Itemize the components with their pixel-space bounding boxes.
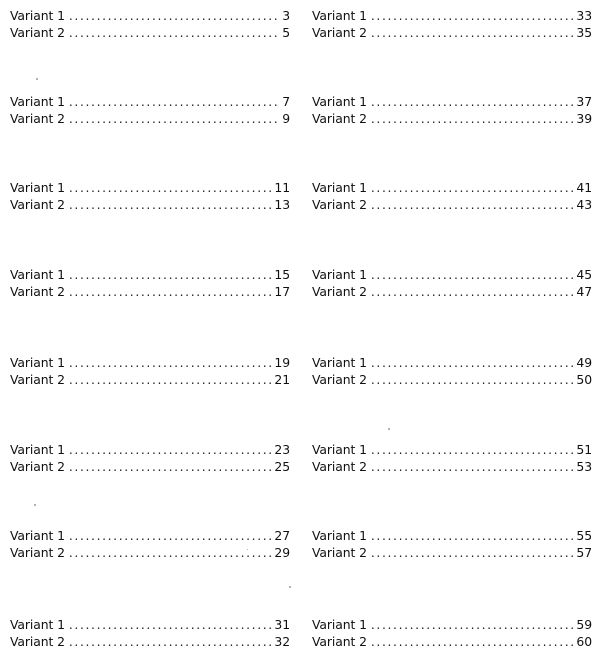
toc-entry[interactable]	[312, 7, 592, 25]
toc-entry[interactable]	[10, 110, 290, 128]
entry-page-number: 21	[274, 372, 290, 387]
dot-leader	[371, 527, 575, 545]
dot-leader	[69, 283, 273, 301]
entry-label: Variant 1	[312, 94, 367, 109]
toc-entry[interactable]	[312, 371, 592, 389]
entry-label: Variant 1	[10, 617, 65, 632]
entry-label: Variant 2	[10, 284, 65, 299]
entry-page-number: 53	[576, 459, 592, 474]
toc-entry[interactable]	[10, 7, 290, 25]
toc-entry[interactable]	[10, 354, 290, 372]
dot-leader	[69, 196, 273, 214]
scan-speck	[289, 586, 291, 588]
entry-label: Variant 1	[312, 267, 367, 282]
toc-entry[interactable]	[10, 179, 290, 197]
entry-page-number: 51	[576, 442, 592, 457]
scan-speck	[247, 549, 248, 550]
scan-speck	[36, 78, 38, 80]
entry-page-number: 25	[274, 459, 290, 474]
entry-label: Variant 1	[10, 442, 65, 457]
entry-page-number: 41	[576, 180, 592, 195]
dot-leader	[371, 371, 575, 389]
dot-leader	[69, 7, 280, 25]
toc-entry[interactable]	[312, 196, 592, 214]
entry-page-number: 32	[274, 634, 290, 649]
entry-page-number: 59	[576, 617, 592, 632]
toc-entry[interactable]	[312, 633, 592, 651]
dot-leader	[69, 179, 273, 197]
entry-label: Variant 1	[312, 442, 367, 457]
entry-label: Variant 1	[10, 94, 65, 109]
dot-leader	[371, 283, 575, 301]
entry-page-number: 49	[576, 355, 592, 370]
toc-entry[interactable]	[10, 616, 290, 634]
dot-leader	[69, 616, 273, 634]
toc-entry[interactable]	[312, 93, 592, 111]
entry-label: Variant 2	[10, 197, 65, 212]
toc-entry[interactable]	[10, 441, 290, 459]
entry-page-number: 9	[282, 111, 290, 126]
entry-label: Variant 1	[312, 8, 367, 23]
dot-leader	[69, 527, 273, 545]
dot-leader	[371, 196, 575, 214]
entry-label: Variant 2	[312, 284, 367, 299]
entry-page-number: 55	[576, 528, 592, 543]
entry-page-number: 39	[576, 111, 592, 126]
entry-page-number: 43	[576, 197, 592, 212]
dot-leader	[69, 371, 273, 389]
entry-label: Variant 2	[10, 111, 65, 126]
entry-page-number: 35	[576, 25, 592, 40]
toc-entry[interactable]	[10, 196, 290, 214]
entry-label: Variant 1	[312, 180, 367, 195]
entry-page-number: 5	[282, 25, 290, 40]
toc-entry[interactable]	[312, 616, 592, 634]
entry-label: Variant 1	[10, 8, 65, 23]
entry-label: Variant 1	[10, 180, 65, 195]
entry-page-number: 60	[576, 634, 592, 649]
toc-entry[interactable]	[312, 179, 592, 197]
entry-page-number: 31	[274, 617, 290, 632]
scan-speck	[388, 428, 390, 430]
entry-label: Variant 2	[10, 25, 65, 40]
toc-entry[interactable]	[312, 110, 592, 128]
dot-leader	[69, 441, 273, 459]
entry-label: Variant 2	[312, 372, 367, 387]
toc-entry[interactable]	[10, 283, 290, 301]
dot-leader	[371, 110, 575, 128]
entry-label: Variant 1	[10, 528, 65, 543]
entry-label: Variant 2	[312, 459, 367, 474]
entry-label: Variant 1	[10, 267, 65, 282]
entry-page-number: 23	[274, 442, 290, 457]
toc-entry[interactable]	[10, 266, 290, 284]
entry-page-number: 50	[576, 372, 592, 387]
dot-leader	[371, 266, 575, 284]
entry-page-number: 57	[576, 545, 592, 560]
dot-leader	[69, 93, 280, 111]
toc-entry[interactable]	[10, 527, 290, 545]
entry-page-number: 13	[274, 197, 290, 212]
entry-page-number: 19	[274, 355, 290, 370]
entry-label: Variant 2	[10, 634, 65, 649]
entry-label: Variant 1	[312, 355, 367, 370]
dot-leader	[371, 633, 575, 651]
dot-leader	[69, 24, 280, 42]
toc-entry[interactable]	[312, 266, 592, 284]
entry-page-number: 15	[274, 267, 290, 282]
entry-page-number: 3	[282, 8, 290, 23]
toc-entry[interactable]	[312, 458, 592, 476]
entry-label: Variant 2	[10, 372, 65, 387]
dot-leader	[69, 110, 280, 128]
toc-entry[interactable]	[312, 354, 592, 372]
dot-leader	[371, 7, 575, 25]
dot-leader	[371, 544, 575, 562]
toc-entry[interactable]	[10, 544, 290, 562]
entry-page-number: 33	[576, 8, 592, 23]
toc-entry[interactable]	[10, 24, 290, 42]
entry-label: Variant 2	[10, 545, 65, 560]
entry-page-number: 37	[576, 94, 592, 109]
dot-leader	[69, 633, 273, 651]
entry-label: Variant 2	[312, 25, 367, 40]
entry-page-number: 45	[576, 267, 592, 282]
toc-entry[interactable]	[10, 93, 290, 111]
dot-leader	[371, 354, 575, 372]
dot-leader	[371, 179, 575, 197]
dot-leader	[371, 24, 575, 42]
dot-leader	[69, 266, 273, 284]
entry-page-number: 7	[282, 94, 290, 109]
dot-leader	[371, 458, 575, 476]
entry-page-number: 29	[274, 545, 290, 560]
toc-entry[interactable]	[312, 527, 592, 545]
entry-page-number: 47	[576, 284, 592, 299]
entry-label: Variant 2	[312, 634, 367, 649]
dot-leader	[69, 458, 273, 476]
entry-page-number: 27	[274, 528, 290, 543]
entry-label: Variant 2	[312, 545, 367, 560]
entry-label: Variant 2	[10, 459, 65, 474]
toc-entry[interactable]	[312, 544, 592, 562]
toc-entry[interactable]	[312, 283, 592, 301]
toc-entry[interactable]	[10, 371, 290, 389]
toc-entry[interactable]	[312, 24, 592, 42]
toc-entry[interactable]	[10, 458, 290, 476]
dot-leader	[69, 544, 273, 562]
toc-entry[interactable]	[312, 441, 592, 459]
toc-entry[interactable]	[10, 633, 290, 651]
entry-label: Variant 1	[10, 355, 65, 370]
scan-speck	[34, 504, 36, 506]
entry-label: Variant 1	[312, 528, 367, 543]
entry-label: Variant 2	[312, 197, 367, 212]
dot-leader	[371, 616, 575, 634]
dot-leader	[69, 354, 273, 372]
entry-page-number: 11	[274, 180, 290, 195]
dot-leader	[371, 441, 575, 459]
dot-leader	[371, 93, 575, 111]
entry-page-number: 17	[274, 284, 290, 299]
entry-label: Variant 1	[312, 617, 367, 632]
entry-label: Variant 2	[312, 111, 367, 126]
